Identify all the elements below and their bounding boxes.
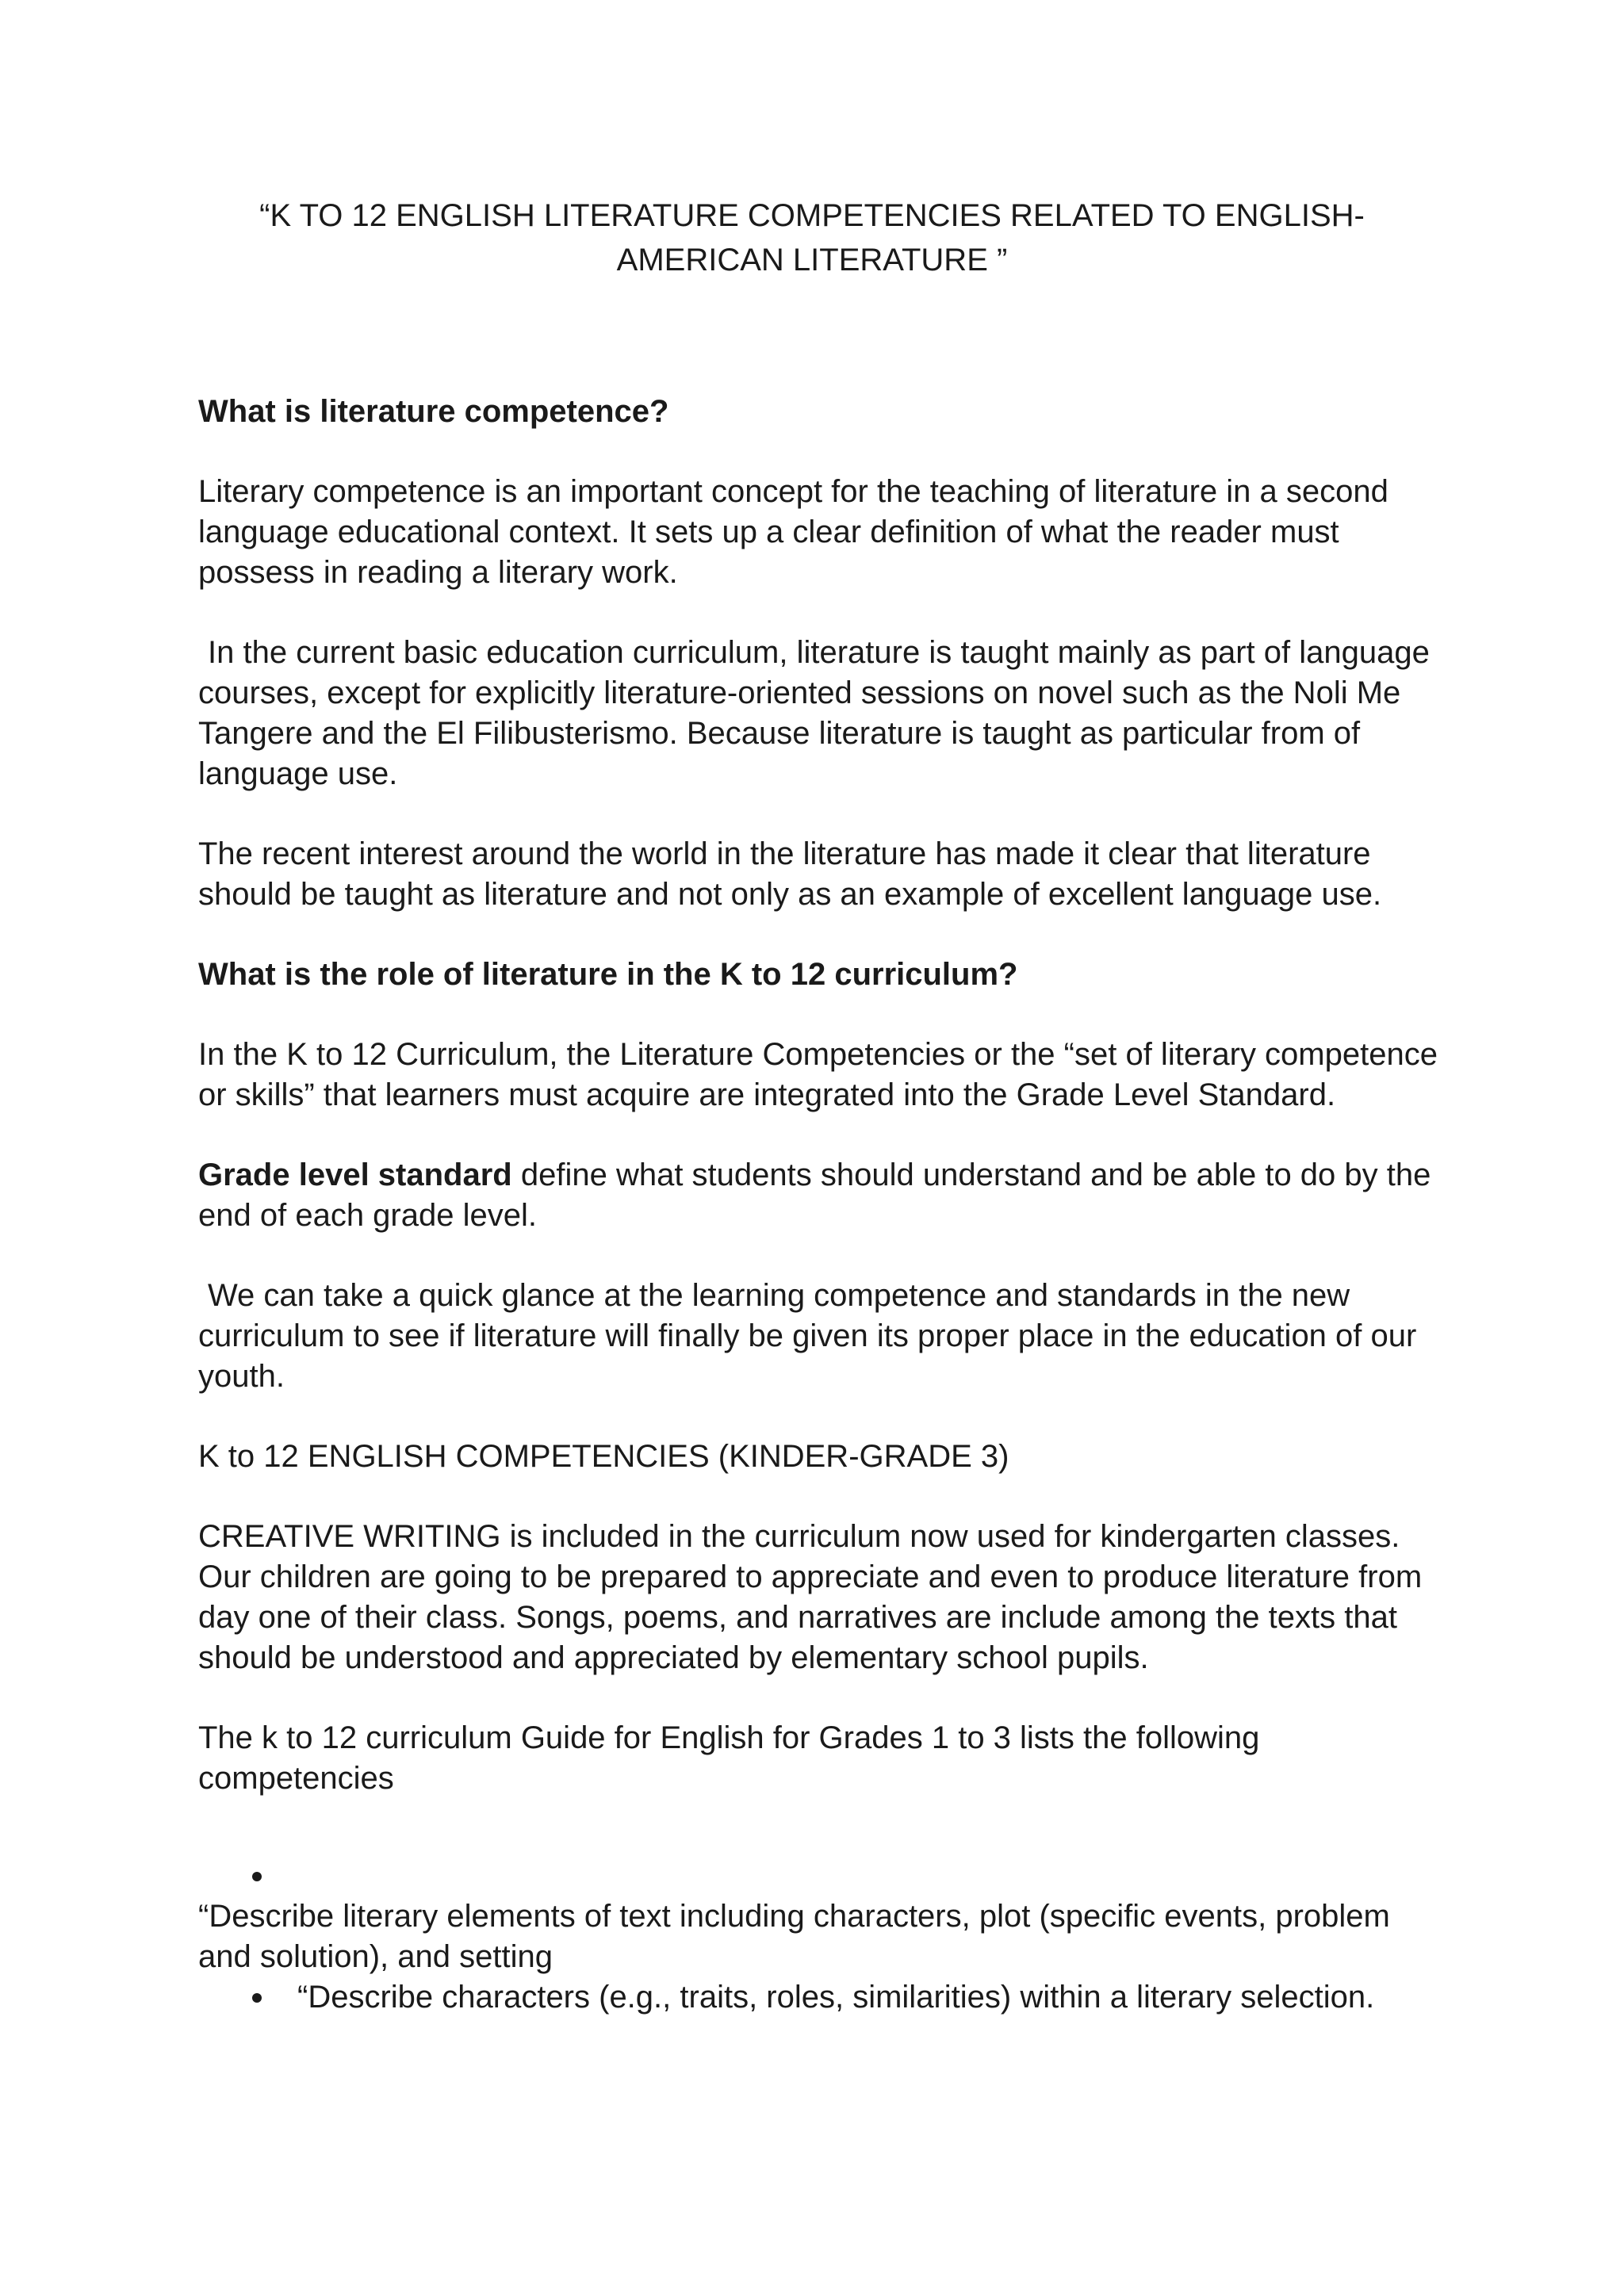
paragraph-literary-competence: Literary competence is an important concept for the teaching of literature in a second language educational context. It sets up a clear definition of what the reader must possess in reading a literary work. [198,474,1388,590]
heading-literature-competence: What is literature competence? [198,394,669,429]
title-line-1: “K TO 12 ENGLISH LITERATURE COMPETENCIES RELATED TO ENGLISH- [259,198,1365,233]
competency-list-continued [198,1977,1451,2018]
paragraph-describe-literary-elements: “Describe literary elements of text including characters, plot (specific events, problem and solution), and setting [198,1899,1390,1974]
paragraph-grade-level-standard [198,1155,1451,1236]
bullet-icon [252,1872,262,1881]
paragraph-creative-writing: CREATIVE WRITING is included in the curriculum now used for kindergarten classes. Our children are going to be prepared to appreciate and even to produce literature from day one of their class. Songs, poems, and narratives are include among the texts that should be understood and appreciated by elementary school pupils. [198,1519,1423,1675]
paragraph-recent-interest: The recent interest around the world in the literature has made it clear that literature should be taught as literature and not only as an example of excellent language use. [198,836,1382,912]
paragraph-english-competencies-heading: K to 12 ENGLISH COMPETENCIES (KINDER-GRADE 3) [198,1439,1009,1474]
term-grade-level-standard: Grade level standard [198,1158,512,1192]
competency-list [198,1856,1451,1896]
list-item [198,1977,1451,2018]
document-body [198,392,1451,2018]
definition-grade-level-standard: define what students should understand and be able to do by the end of each grade level. [198,1158,1431,1233]
document-title [159,193,1465,282]
list-item [198,1856,1451,1896]
paragraph-curriculum-guide: The k to 12 curriculum Guide for English for Grades 1 to 3 lists the following competencies [198,1720,1260,1796]
bullet-icon [252,1993,262,2003]
heading-role-of-literature: What is the role of literature in the K to 12 curriculum? [198,957,1018,992]
paragraph-quick-glance: We can take a quick glance at the learning competence and standards in the new curriculum to see if literature will finally be given its proper place in the education of our youth. [198,1278,1417,1394]
paragraph-current-curriculum: In the current basic education curriculum, literature is taught mainly as part of language courses, except for explicitly literature-oriented sessions on novel such as the Noli Me Tangere and the El Filibusterismo. Because literature is taught as particular from of language use. [198,635,1430,791]
list-item-text: “Describe characters (e.g., traits, roles, similarities) within a literary selection. [297,1980,1375,2015]
paragraph-k12-curriculum: In the K to 12 Curriculum, the Literature Competencies or the “set of literary competence or skills” that learners must acquire are integrated into the Grade Level Standard. [198,1037,1438,1112]
title-line-2: AMERICAN LITERATURE ” [616,243,1008,277]
